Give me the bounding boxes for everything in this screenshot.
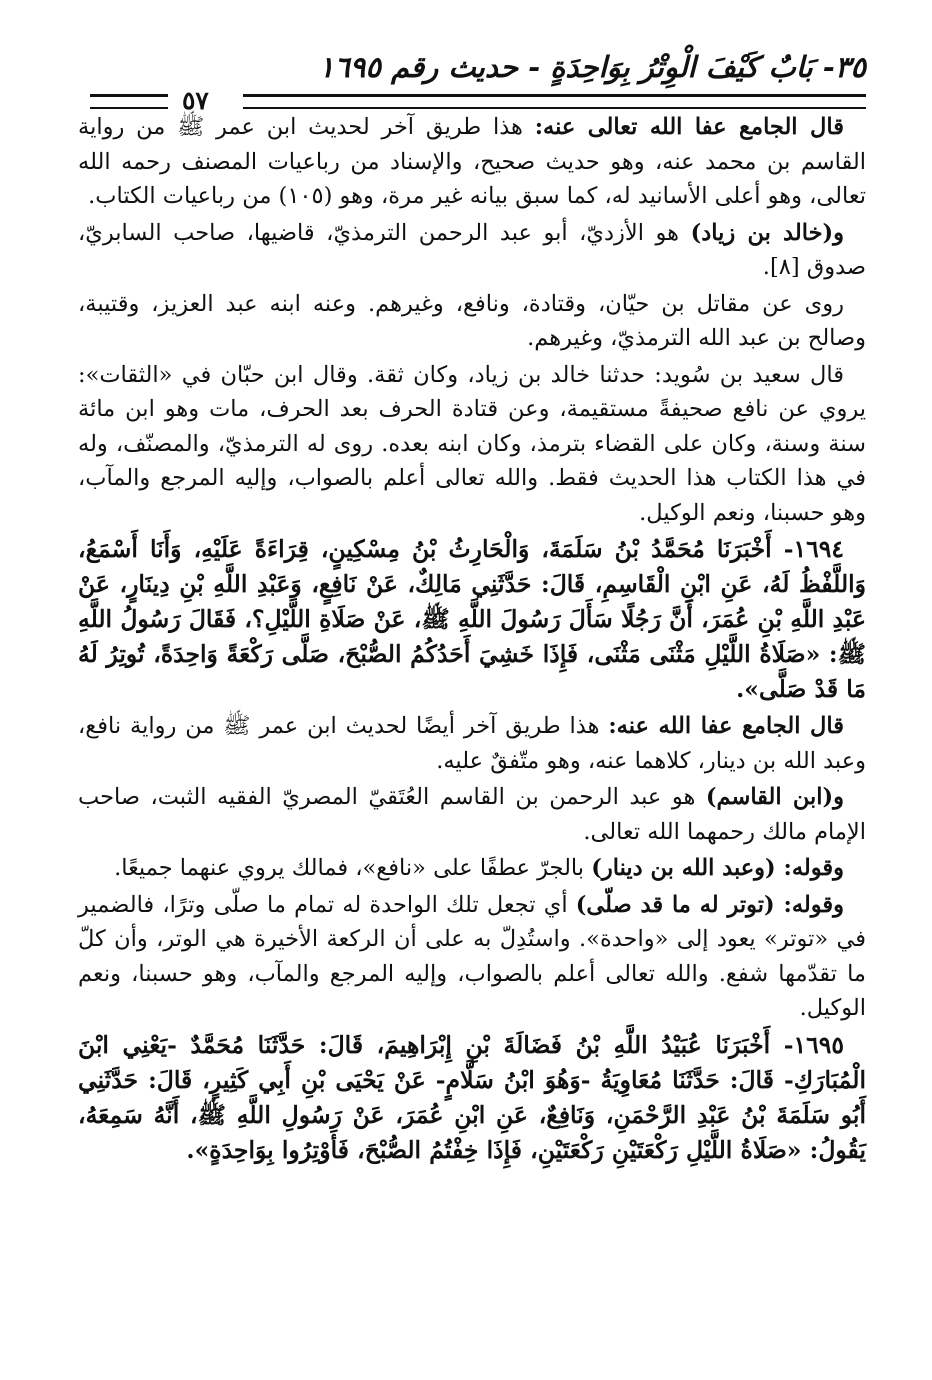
hadith-1695: ١٦٩٥- أَخْبَرَنَا عُبَيْدُ اللَّهِ بْنُ فَضَالَةَ بْنِ إِبْرَاهِيمَ، قَالَ: حَدَّثَنَا مُحَمَّدٌ -يَعْنِي ابْنَ الْمُبَارَكِ- قَالَ: حَدَّثَنَا مُعَاوِيَةُ -وَهُوَ ابْنُ سَلَّامٍ- عَنْ يَحْيَى بْنِ أَبِي كَثِيرٍ، قَالَ: حَدَّثَنِي أَبُو سَلَمَةَ بْنُ عَبْدِ الرَّحْمَنِ، وَنَافِعٌ، عَنِ ابْنِ عُمَرَ، عَنْ رَسُولِ اللَّهِ ﷺ، أَنَّهُ سَمِعَهُ، يَقُولُ: «صَلَاةُ اللَّيْلِ رَكْعَتَيْنِ رَكْعَتَيْنِ، فَإِذَا خِفْتُمُ الصُّبْحَ، فَأَوْتِرُوا بِوَاحِدَةٍ». [78, 1030, 866, 1164]
header-rule-short [90, 94, 168, 109]
paragraph-lead: و(خالد بن زياد) [690, 219, 844, 246]
paragraph-lead: وقوله: (وعبد الله بن دينار) [591, 855, 844, 881]
paragraph [78, 358, 866, 531]
paragraph-lead: قال الجامع عفا الله عنه: [608, 713, 845, 739]
paragraph [78, 709, 866, 778]
paragraph-text: بالجرّ عطفًا على «نافع»، فمالك يروي عنهما جميعًا. [114, 855, 592, 881]
paragraph [78, 851, 866, 886]
paragraph [78, 216, 866, 285]
paragraph-text: هو الأزديّ، أبو عبد الرحمن الترمذيّ، قاضيها، صاحب السابريّ، صدوق [٨]. [78, 219, 866, 280]
paragraph [78, 110, 866, 214]
paragraph [78, 888, 866, 1026]
paragraph-text: أي تجعل تلك الواحدة له تمام ما صلّى وترًا، فالضمير في «توتر» يعود إلى «واحدة». واستُدِلّ به على أن الركعة الأخيرة هي الوتر، وأن كلّ ما تقدّمها شفع. والله تعالى أعلم بالصواب، وإليه المرجع والمآب، وهو حسبنا، ونعم الوكيل. [78, 891, 866, 1021]
page-header [78, 50, 866, 115]
paragraph-text: روى عن مقاتل بن حيّان، وقتادة، ونافع، وغيرهم. وعنه ابنه عبد العزيز، وقتيبة، وصالح بن عبد الله الترمذيّ، وغيرهم. [78, 290, 866, 351]
paragraph-text: هذا طريق آخر لحديث ابن عمر ﷺ من رواية القاسم بن محمد عنه، وهو حديث صحيح، والإسناد من رباعيات المصنف رحمه الله تعالى، وهو أعلى الأسانيد له، كما سبق بيانه غير مرة، وهو (١٠٥) من رباعيات الكتاب. [78, 114, 866, 209]
paragraph-lead: و(ابن القاسم) [705, 784, 844, 810]
paragraph-lead: قال الجامع عفا الله تعالى عنه: [534, 114, 844, 140]
paragraph-text: قال سعيد بن سُويد: حدثنا خالد بن زياد، وكان ثقة. وقال ابن حبّان في «الثقات»: يروي عن نافع صحيفةً مستقيمة، وعن قتادة الحرف بعد الحرف، مات وهو ابن مائة سنة وسنة، وكان على القضاء بترمذ، وكان ابنه بعده. روى له الترمذيّ، والمصنّف، وله في هذا الكتاب هذا الحديث فقط. والله تعالى أعلم بالصواب، وإليه المرجع والمآب، وهو حسبنا، ونعم الوكيل. [78, 361, 866, 526]
paragraph [78, 780, 866, 849]
paragraph-text: هذا طريق آخر أيضًا لحديث ابن عمر ﷺ من رواية نافع، وعبد الله بن دينار، كلاهما عنه، وهو متّفقٌ عليه. [78, 713, 866, 774]
chapter-title: ٣٥- بَابٌ كَيْفَ الْوِتْرُ بِوَاحِدَةٍ - حديث رقم ١٦٩٥ [318, 50, 866, 84]
paragraph-lead: وقوله: (توتر له ما قد صلّى) [575, 891, 844, 918]
page-number: ٥٧ [182, 86, 209, 115]
header-rule [243, 94, 866, 109]
paragraph [78, 287, 866, 356]
paragraph-text: هو عبد الرحمن بن القاسم العُتَقيّ المصريّ الفقيه الثبت، صاحب الإمام مالك رحمهما الله تعالى. [78, 784, 866, 845]
hadith-1694: ١٦٩٤- أَخْبَرَنَا مُحَمَّدُ بْنُ سَلَمَةَ، وَالْحَارِثُ بْنُ مِسْكِينٍ، قِرَاءَةً عَلَيْهِ، وَأَنَا أَسْمَعُ، وَاللَّفْظُ لَهُ، عَنِ ابْنِ الْقَاسِمِ، قَالَ: حَدَّثَنِي مَالِكٌ، عَنْ نَافِعٍ، وَعَبْدِ اللَّهِ بْنِ دِينَارٍ، عَنْ عَبْدِ اللَّهِ بْنِ عُمَرَ، أَنَّ رَجُلًا سَأَلَ رَسُولَ اللَّهِ ﷺ، عَنْ صَلَاةِ اللَّيْلِ؟، فَقَالَ رَسُولُ اللَّهِ ﷺ: «صَلَاةُ اللَّيْلِ مَثْنَى مَثْنَى، فَإِذَا خَشِيَ أَحَدُكُمُ الصُّبْحَ، صَلَّى رَكْعَةً وَاحِدَةً، تُوتِرُ لَهُ مَا قَدْ صَلَّى». [78, 535, 866, 703]
page-body [78, 110, 866, 1168]
